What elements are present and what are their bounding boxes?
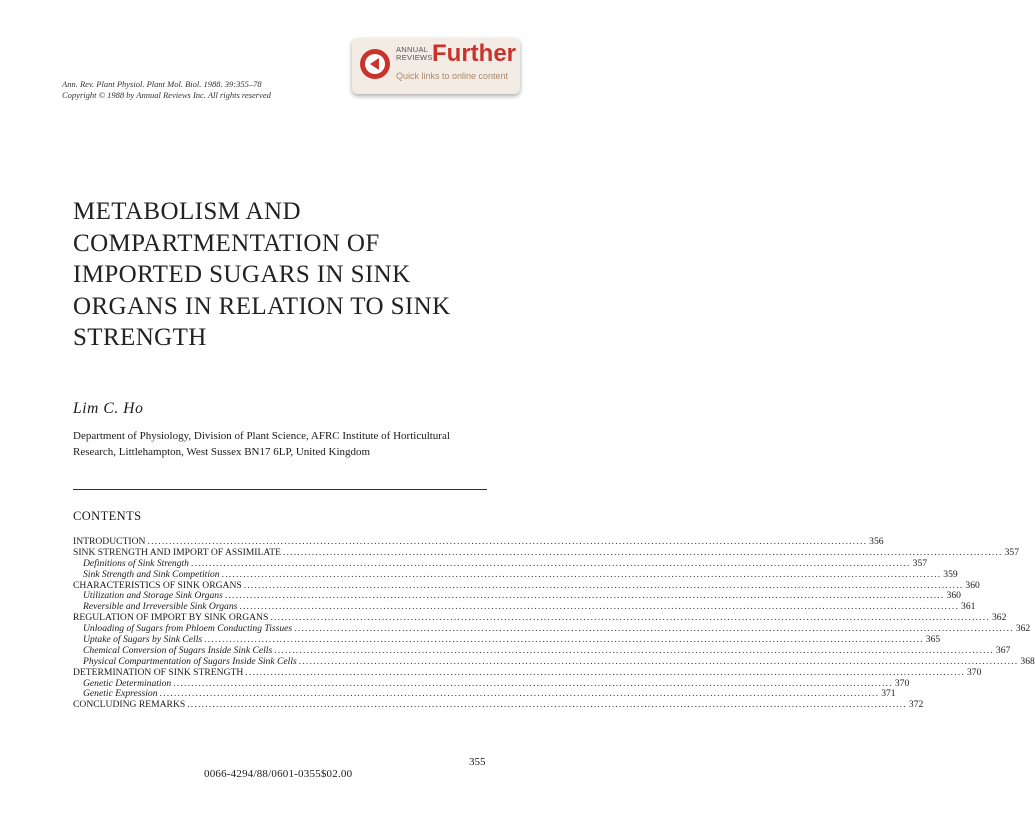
toc-leader-dots: ........................................................................................................................................................................................................ [239, 601, 960, 613]
toc-entry-label: INTRODUCTION [73, 536, 146, 547]
badge-subtitle: Quick links to online content [396, 71, 509, 81]
toc-leader-dots: ........................................................................................................................................................................................................ [221, 568, 942, 580]
affiliation-line: Department of Physiology, Division of Plant Science, AFRC Institute of Horticultural [73, 430, 450, 442]
divider [73, 489, 487, 490]
toc-entry-page: 370 [894, 677, 910, 689]
toc-leader-dots: ........................................................................................................................................................................................................ [190, 557, 911, 569]
toc-entry-page: 372 [908, 699, 924, 711]
citation-line: Ann. Rev. Plant Physiol. Plant Mol. Biol. 1988. 39:355–78 [62, 79, 262, 89]
toc-entry-page: 357 [1004, 546, 1020, 558]
table-of-contents [73, 536, 1035, 711]
toc-entry-page: 371 [881, 688, 896, 700]
title-line: STRENGTH [73, 324, 207, 351]
toc-entry-page: 361 [961, 601, 976, 613]
toc-entry-label: Utilization and Storage Sink Organs [83, 590, 223, 602]
toc-entry-label: Reversible and Irreversible Sink Organs [83, 601, 238, 613]
toc-entry-label: REGULATION OF IMPORT BY SINK ORGANS [73, 612, 269, 624]
toc-entry-label: Physical Compartmentation of Sugars Inside Sink Cells [83, 655, 297, 667]
contents-heading: CONTENTS [73, 509, 142, 523]
toc-entry-label: Uptake of Sugars by Sink Cells [83, 634, 203, 646]
affiliation-line: Research, Littlehampton, West Sussex BN17 6LP, United Kingdom [73, 446, 371, 458]
citation [62, 79, 271, 101]
toc-leader-dots: ........................................................................................................................................................................................................ [294, 623, 1014, 635]
toc-leader-dots: ........................................................................................................................................................................................................ [243, 579, 964, 591]
toc-leader-dots: ........................................................................................................................................................................................................ [298, 655, 1019, 667]
toc-entry-label: Definitions of Sink Strength [83, 557, 189, 569]
toc-entry-label: Unloading of Sugars from Phloem Conducting Tissues [83, 623, 293, 635]
copyright-line: Copyright © 1988 by Annual Reviews Inc. All rights reserved [62, 90, 271, 100]
affiliation [73, 428, 503, 460]
toc-leader-dots: ........................................................................................................................................................................................................ [224, 590, 945, 602]
footer-code: 0066-4294/88/0601-0355$02.00 [204, 768, 353, 780]
toc-entry-page: 370 [966, 666, 982, 678]
toc-entry-page: 357 [912, 557, 928, 569]
toc-leader-dots: ........................................................................................................................................................................................................ [274, 644, 994, 656]
toc-leader-dots: ........................................................................................................................................................................................................ [270, 612, 990, 624]
author-name: Lim C. Ho [73, 400, 144, 417]
toc-entry[interactable] [73, 699, 924, 711]
annual-reviews-label: ANNUAL REVIEWS [396, 45, 433, 62]
toc-entry-label: Genetic Determination [83, 677, 172, 689]
toc-leader-dots: ........................................................................................................................................................................................................ [147, 536, 868, 547]
title-line: IMPORTED SUGARS IN SINK [73, 261, 411, 288]
toc-entry-label: CHARACTERISTICS OF SINK ORGANS [73, 579, 242, 591]
toc-entry-page: 360 [946, 590, 961, 602]
toc-entry-label: CONCLUDING REMARKS [73, 699, 186, 711]
toc-entry[interactable] [73, 568, 958, 581]
toc-entry-page: 367 [995, 644, 1011, 656]
toc-entry-page: 359 [943, 568, 958, 580]
toc-leader-dots: ........................................................................................................................................................................................................ [173, 677, 893, 689]
toc-entry-label: Genetic Expression [83, 688, 158, 700]
toc-entry-page: 356 [869, 536, 884, 547]
toc-entry-page: 365 [925, 634, 941, 646]
page-number: 355 [469, 756, 486, 768]
toc-leader-dots: ........................................................................................................................................................................................................ [245, 666, 965, 678]
toc-entry-label: Sink Strength and Sink Competition [83, 568, 220, 580]
toc-entry-page: 368 [1020, 655, 1035, 667]
toc-entry[interactable] [73, 666, 982, 679]
arrow-circle-icon [360, 49, 390, 79]
toc-entry-page: 362 [992, 612, 1007, 624]
further-badge[interactable] [352, 38, 520, 94]
toc-entry-page: 362 [1015, 623, 1031, 635]
toc-leader-dots: ........................................................................................................................................................................................................ [282, 546, 1003, 558]
title-line: COMPARTMENTATION OF [73, 229, 380, 257]
toc-entry-label: DETERMINATION OF SINK STRENGTH [73, 666, 244, 678]
title-line: METABOLISM AND [73, 198, 301, 225]
toc-entry-label: SINK STRENGTH AND IMPORT OF ASSIMILATE [73, 546, 281, 558]
toc-leader-dots: ........................................................................................................................................................................................................ [204, 634, 924, 646]
title-line: ORGANS IN RELATION TO SINK [73, 292, 451, 320]
toc-leader-dots: ........................................................................................................................................................................................................ [187, 699, 907, 711]
further-label: Further [432, 40, 516, 67]
toc-entry-page: 360 [965, 579, 980, 591]
article-title [73, 196, 493, 354]
toc-leader-dots: ........................................................................................................................................................................................................ [159, 688, 880, 700]
toc-entry-label: Chemical Conversion of Sugars Inside Sink Cells [83, 644, 273, 656]
